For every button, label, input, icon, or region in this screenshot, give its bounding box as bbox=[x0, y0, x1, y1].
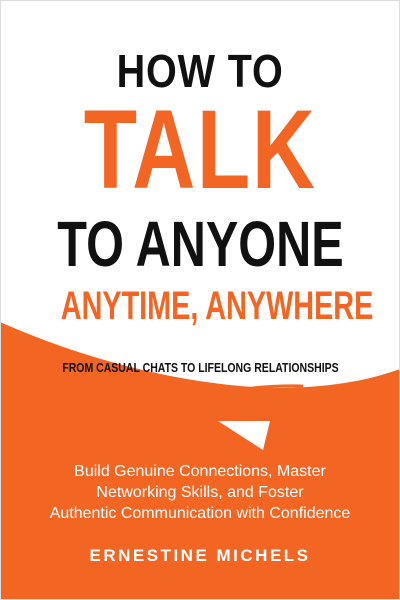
description-line: Authentic Communication with Confidence bbox=[49, 505, 351, 522]
title-line-how-to: HOW TO bbox=[116, 45, 284, 97]
title-line-to-anyone: TO ANYONE bbox=[56, 208, 344, 280]
tagline: ANYTIME, ANYWHERE bbox=[60, 284, 374, 328]
title-line-talk: TALK bbox=[83, 87, 317, 212]
author-name: ERNESTINE MICHELS bbox=[89, 546, 311, 565]
description-line: Build Genuine Connections, Master bbox=[74, 463, 326, 480]
description-line: Networking Skills, and Foster bbox=[96, 484, 304, 501]
description bbox=[0, 461, 400, 524]
subtitle: FROM CASUAL CHATS TO LIFELONG RELATIONSHIPS bbox=[61, 361, 339, 375]
